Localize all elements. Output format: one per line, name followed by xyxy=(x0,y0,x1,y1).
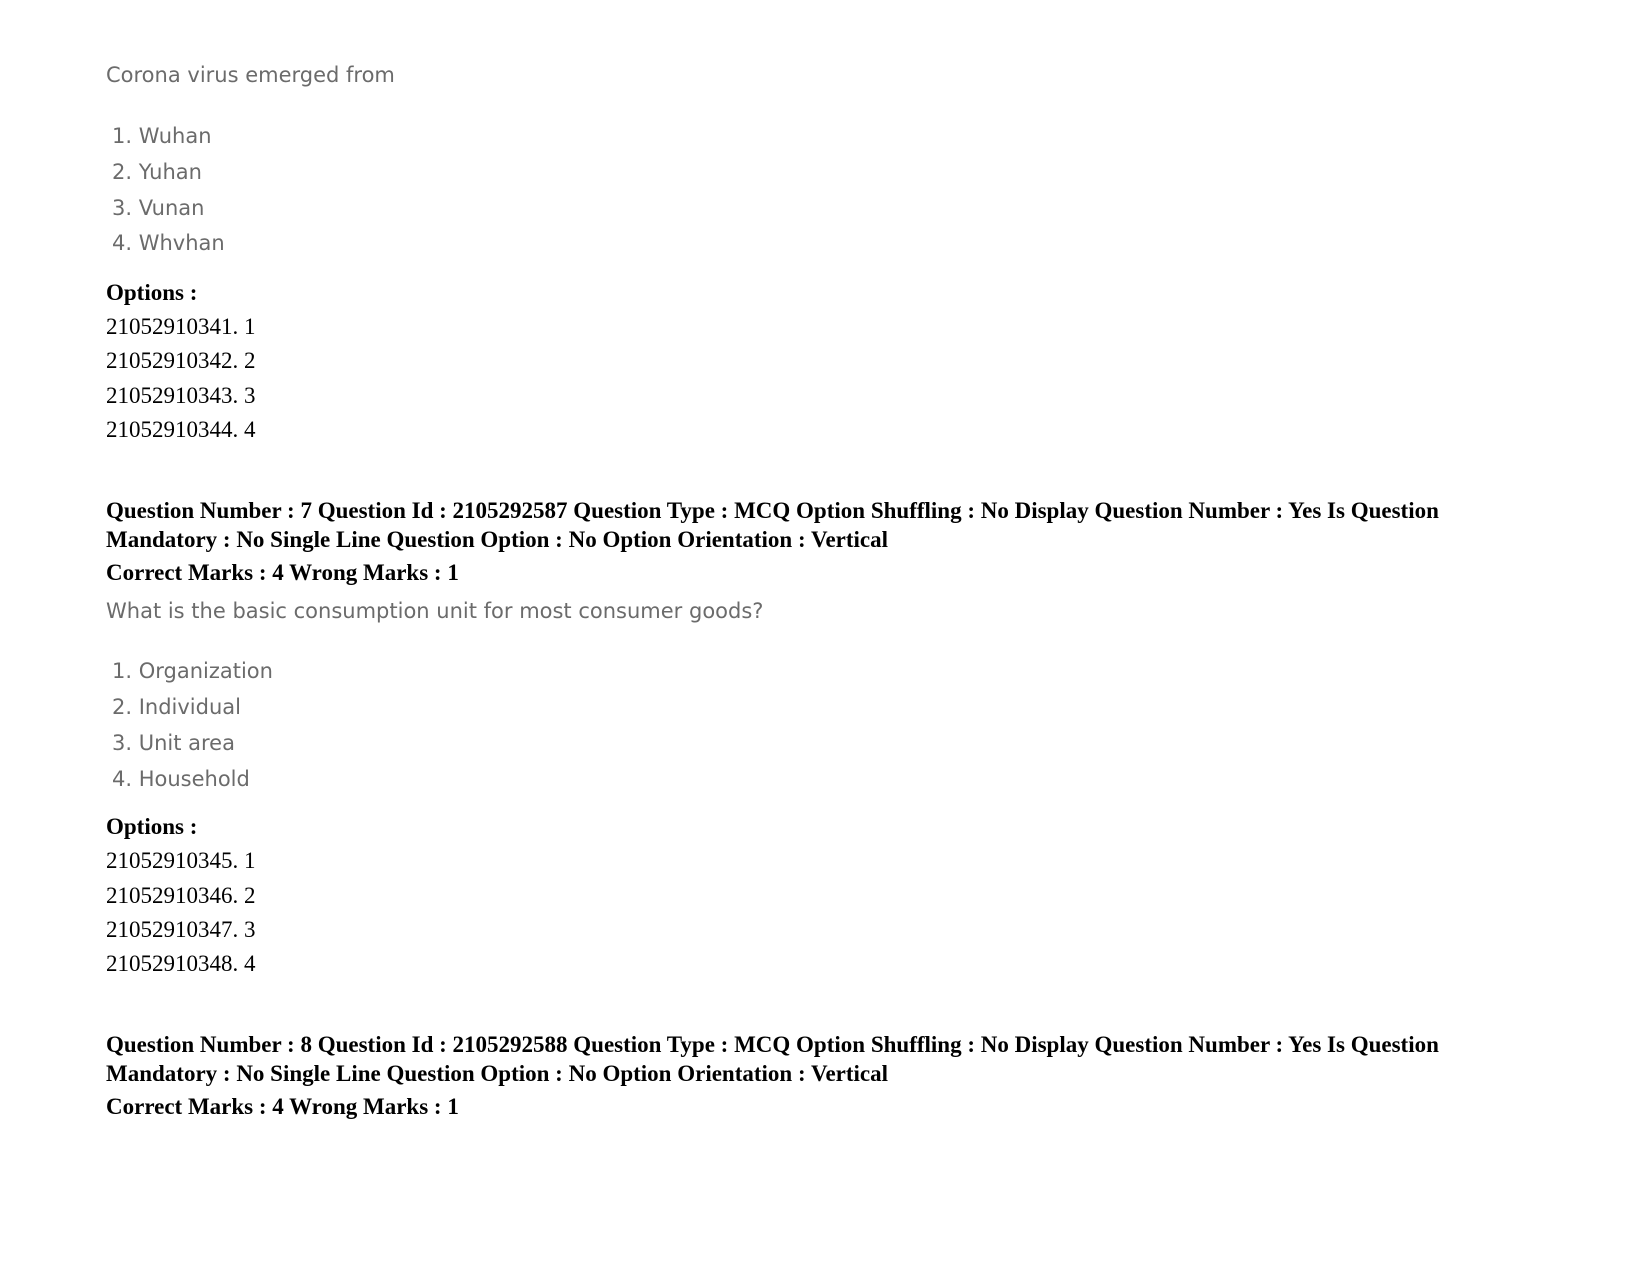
question-metadata-line: Question Number : 7 Question Id : 2105292587 Question Type : MCQ Option Shuffling : No Display Question Number : Yes Is Question xyxy=(106,498,1439,523)
answer-choice: 2. Individual xyxy=(112,695,241,719)
answer-choice: 1. Wuhan xyxy=(112,124,212,148)
option-id: 21052910347. 3 xyxy=(106,917,256,942)
option-id: 21052910342. 2 xyxy=(106,348,256,373)
answer-choice: 4. Whvhan xyxy=(112,231,225,255)
option-id: 21052910346. 2 xyxy=(106,883,256,908)
options-heading: Options : xyxy=(106,280,198,305)
answer-choice: 3. Vunan xyxy=(112,196,205,220)
option-id: 21052910343. 3 xyxy=(106,383,256,408)
option-id: 21052910345. 1 xyxy=(106,848,256,873)
option-id: 21052910341. 1 xyxy=(106,314,256,339)
question-metadata-line: Question Number : 8 Question Id : 2105292588 Question Type : MCQ Option Shuffling : No Display Question Number : Yes Is Question xyxy=(106,1032,1439,1057)
answer-choice: 2. Yuhan xyxy=(112,160,202,184)
option-id: 21052910348. 4 xyxy=(106,951,256,976)
marks-line: Correct Marks : 4 Wrong Marks : 1 xyxy=(106,560,459,585)
options-heading: Options : xyxy=(106,814,198,839)
question-metadata xyxy=(106,1030,1576,1088)
marks-line: Correct Marks : 4 Wrong Marks : 1 xyxy=(106,1094,459,1119)
question-metadata-line: Mandatory : No Single Line Question Option : No Option Orientation : Vertical xyxy=(106,527,889,552)
answer-choice: 1. Organization xyxy=(112,659,273,683)
question-text: What is the basic consumption unit for most consumer goods? xyxy=(106,599,764,623)
question-metadata-line: Mandatory : No Single Line Question Option : No Option Orientation : Vertical xyxy=(106,1061,889,1086)
question-text: Corona virus emerged from xyxy=(106,63,395,87)
option-id: 21052910344. 4 xyxy=(106,417,256,442)
question-metadata xyxy=(106,496,1576,554)
answer-choice: 3. Unit area xyxy=(112,731,235,755)
answer-choice: 4. Household xyxy=(112,767,250,791)
